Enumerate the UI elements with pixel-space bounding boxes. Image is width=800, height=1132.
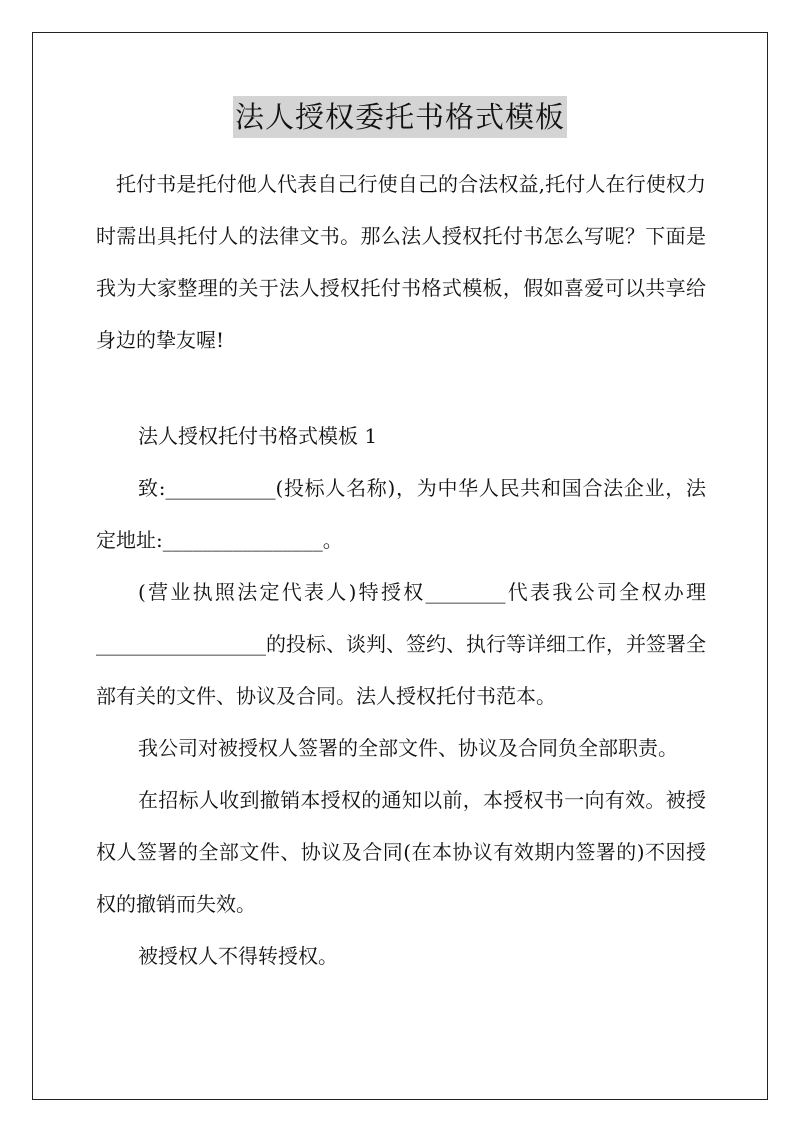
- title-container: [0, 96, 800, 138]
- body-paragraph: 我公司对被授权人签署的全部文件、协议及合同负全部职责。: [138, 736, 678, 760]
- body-paragraph: 在招标人收到撤销本授权的通知以前，本授权书一向有效。被授权人签署的全部文件、协议及合同(在本协议有效期内签署的)不因授权的撤销而失效。: [96, 788, 706, 916]
- body-paragraph: 致:___________(投标人名称)，为中华人民共和国合法企业，法定地址:________________。: [96, 476, 706, 552]
- body-paragraph: 被授权人不得转授权。: [138, 944, 338, 968]
- section-heading: 法人授权托付书格式模板 1: [138, 424, 378, 448]
- spacer: [96, 366, 706, 410]
- intro-paragraph: 托付书是托付他人代表自己行使自己的合法权益,托付人在行使权力时需出具托付人的法律文书。那么法人授权托付书怎么写呢？下面是我为大家整理的关于法人授权托付书格式模板，假如喜爱可以共享给身边的挚友喔!: [96, 172, 706, 352]
- document-body: [96, 158, 706, 982]
- document-title: 法人授权委托书格式模板: [233, 96, 567, 138]
- body-paragraph: (营业执照法定代表人)特授权________代表我公司全权办理_________________的投标、谈判、签约、执行等详细工作，并签署全部有关的文件、协议及合同。法人授权托付书范本。: [96, 580, 706, 708]
